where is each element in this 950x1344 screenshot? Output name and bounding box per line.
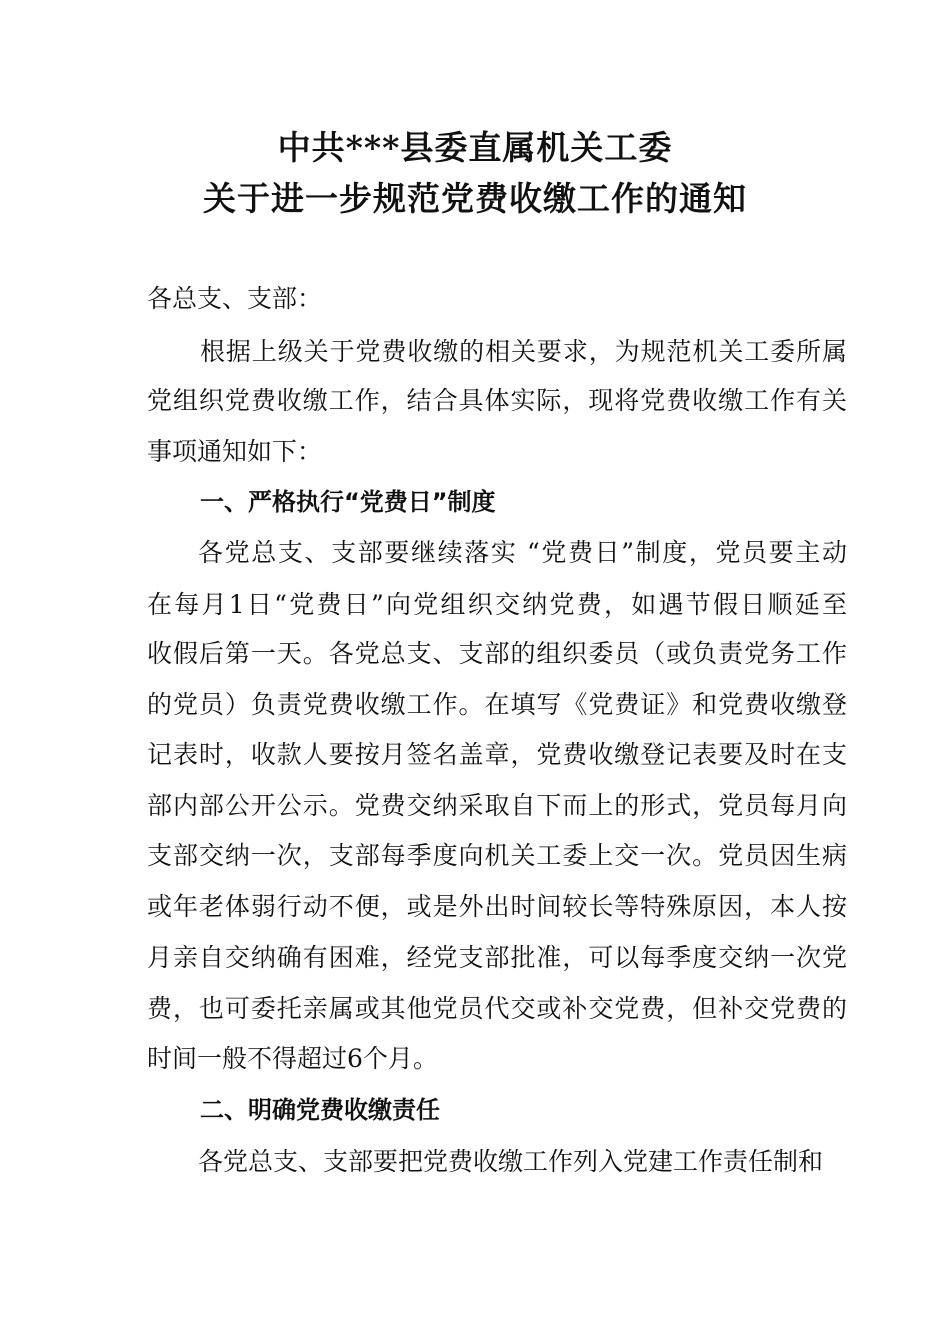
section-1-line: 支部交纳一次，支部每季度向机关工委上交一次。党员因生病	[147, 841, 847, 870]
section-1-line: 在每月1日“党费日”向党组织交纳党费，如遇节假日顺延至	[147, 590, 847, 619]
notice-title-line-2: 关于进一步规范党费收缴工作的通知	[203, 179, 747, 218]
section-1-line: 月亲自交纳确有困难，经党支部批准，可以每季度交纳一次党	[147, 943, 847, 972]
section-1-line: 的党员）负责党费收缴工作。在填写《党费证》和党费收缴登	[147, 690, 847, 719]
salutation: 各总支、支部：	[147, 284, 323, 313]
section-2-heading: 二、明确党费收缴责任	[200, 1096, 440, 1124]
notice-title-line-1: 中共***县委直属机关工委	[277, 128, 673, 167]
section-1-line: 费，也可委托亲属或其他党员代交或补交党费，但补交党费的	[147, 994, 847, 1023]
section-1-line: 部内部公开公示。党费交纳采取自下而上的形式，党员每月向	[147, 791, 847, 820]
section-1-line: 记表时，收款人要按月签名盖章，党费收缴登记表要及时在支	[147, 740, 847, 769]
section-2-line: 各党总支、支部要把党费收缴工作列入党建工作责任制和	[198, 1147, 824, 1176]
intro-line: 根据上级关于党费收缴的相关要求，为规范机关工委所属	[200, 337, 847, 366]
intro-line: 事项通知如下：	[147, 437, 323, 466]
intro-line: 党组织党费收缴工作，结合具体实际，现将党费收缴工作有关	[147, 386, 847, 415]
section-1-line: 各党总支、支部要继续落实 “党费日”制度，党员要主动	[198, 538, 847, 567]
section-1-line: 或年老体弱行动不便，或是外出时间较长等特殊原因，本人按	[147, 892, 847, 921]
section-1-heading: 一、严格执行“党费日”制度	[200, 488, 496, 516]
section-1-line: 时间一般不得超过6个月。	[147, 1044, 438, 1073]
section-1-line: 收假后第一天。各党总支、支部的组织委员（或负责党务工作	[147, 639, 847, 668]
